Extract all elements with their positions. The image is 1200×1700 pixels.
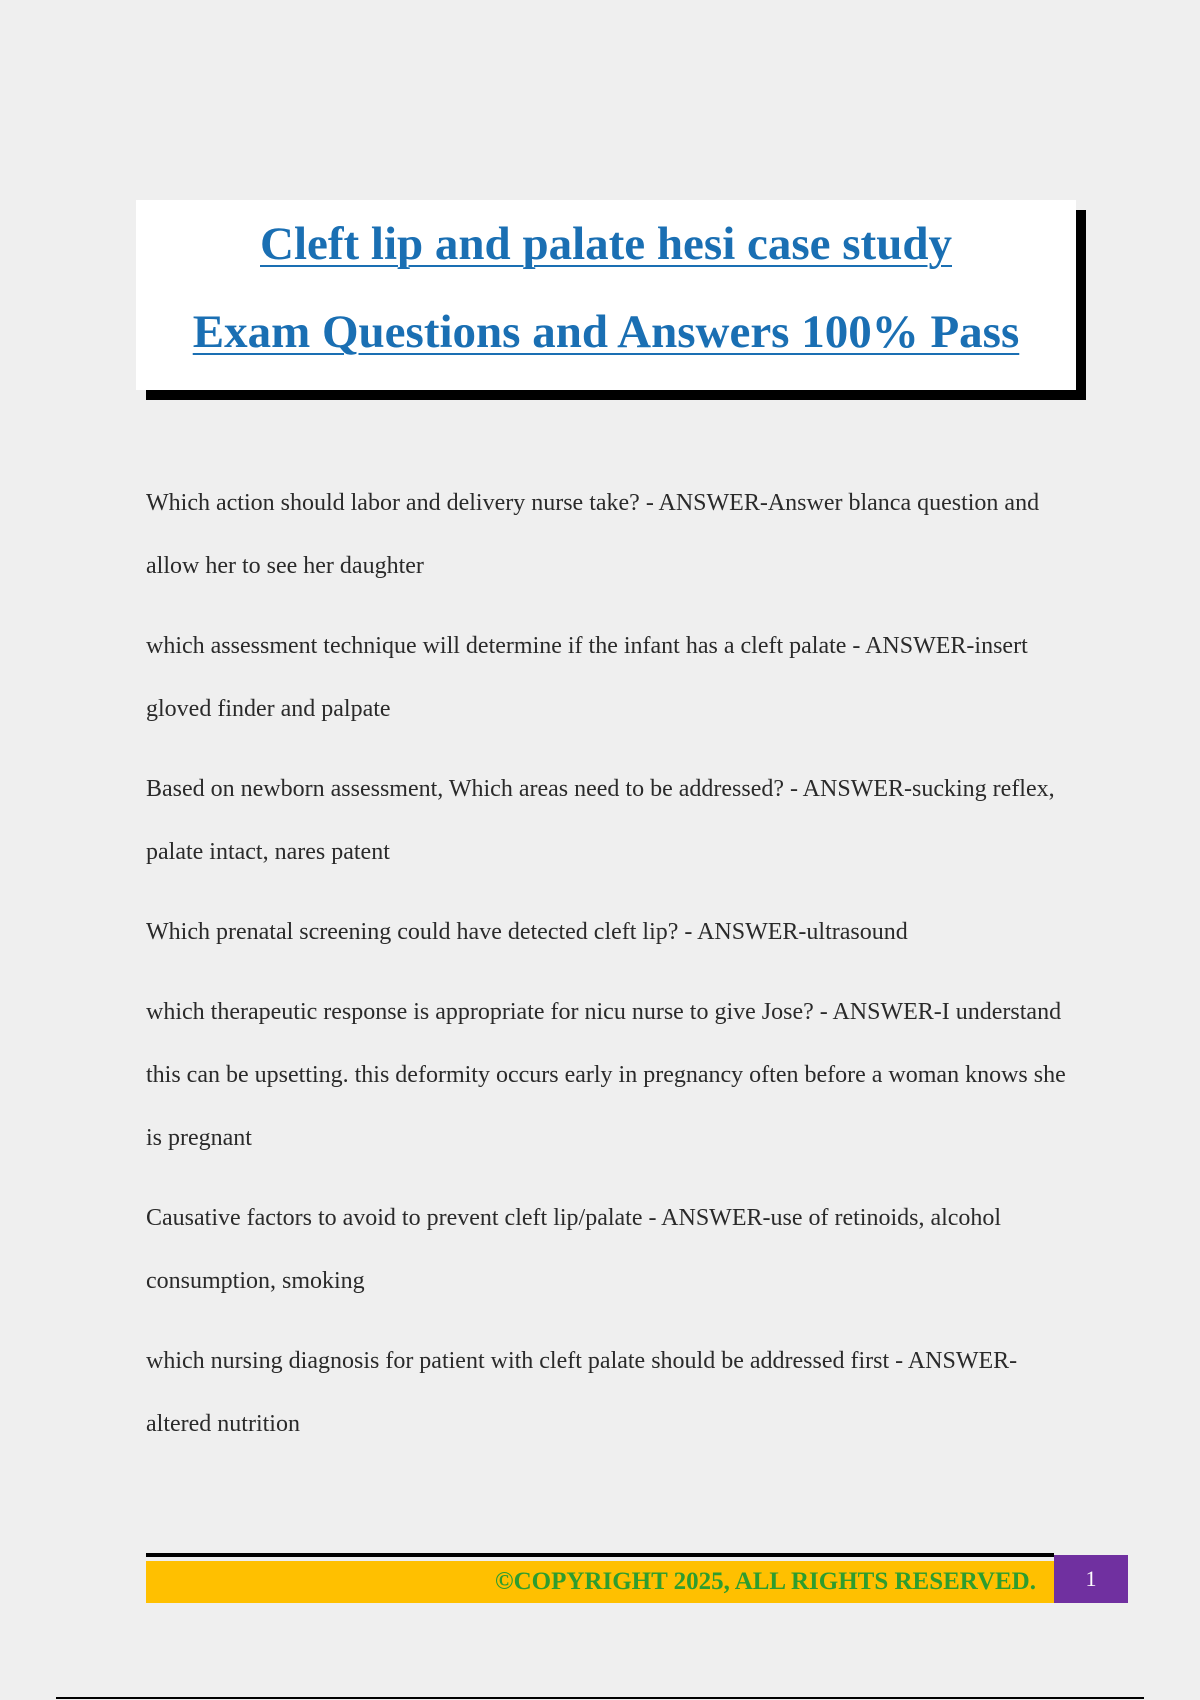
qa-item: which nursing diagnosis for patient with cleft palate should be addressed first - ANSWER-altered nutrition	[146, 1348, 1018, 1437]
footer-rule	[146, 1553, 1054, 1557]
qa-item: which therapeutic response is appropriate for nicu nurse to give Jose? - ANSWER-I understand this can be upsetting. this deformity occurs early in pregnancy often before a woman knows she is pregnant	[146, 999, 1066, 1151]
qa-item: which assessment technique will determine if the infant has a cleft palate - ANSWER-insert gloved finder and palpate	[146, 633, 1028, 722]
qa-item: Causative factors to avoid to prevent cleft lip/palate - ANSWER-use of retinoids, alcohol consumption, smoking	[146, 1205, 1002, 1294]
footer-bar	[146, 1561, 1054, 1603]
document-title-line-2: Exam Questions and Answers 100% Pass	[192, 306, 1020, 358]
qa-item: Based on newborn assessment, Which areas need to be addressed? - ANSWER-sucking reflex, palate intact, nares patent	[146, 776, 1055, 865]
qa-list	[146, 472, 1076, 1473]
copyright-notice: ©COPYRIGHT 2025, ALL RIGHTS RESERVED.	[494, 1568, 1036, 1595]
document-title-line-1: Cleft lip and palate hesi case study	[260, 218, 952, 270]
document-title-box	[136, 200, 1076, 390]
page-bottom-rule	[56, 1697, 1144, 1699]
page-number: 1	[1054, 1555, 1128, 1603]
qa-item: Which action should labor and delivery nurse take? - ANSWER-Answer blanca question and allow her to see her daughter	[146, 490, 1040, 579]
qa-item: Which prenatal screening could have detected cleft lip? - ANSWER-ultrasound	[146, 919, 908, 945]
